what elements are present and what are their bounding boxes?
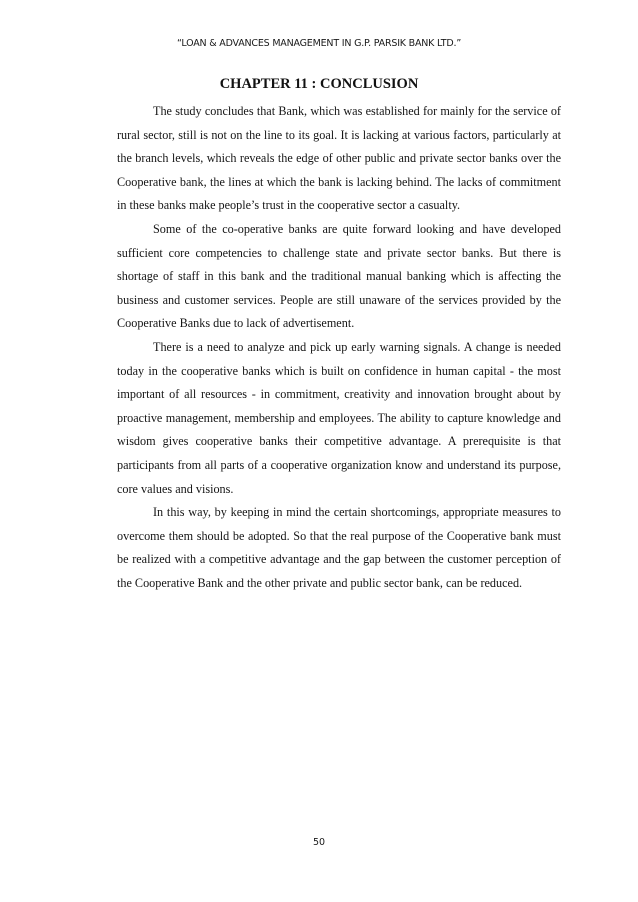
paragraph-4: In this way, by keeping in mind the certain shortcomings, appropriate measures to overcome them should be adopted. So that the real purpose of the Cooperative bank must be realized with a competitive advantage and the gap between the customer perception of the Cooperative Bank and the other private and public sector bank, can be reduced. bbox=[117, 505, 561, 590]
paragraph-3: There is a need to analyze and pick up early warning signals. A change is needed today in the cooperative banks which is built on confidence in human capital - the most important of all resources - in commitment, creativity and innovation brought about by proactive management, membership and employees. The ability to capture knowledge and wisdom gives cooperative banks their competitive advantage. A prerequisite is that participants from all parts of a cooperative organization know and understand its purpose, core values and visions. bbox=[117, 339, 561, 496]
body-text bbox=[117, 100, 561, 595]
chapter-title: CHAPTER 11 : CONCLUSION bbox=[219, 76, 419, 92]
page-number: 50 bbox=[312, 837, 326, 848]
running-header: “LOAN & ADVANCES MANAGEMENT IN G.P. PARSIK BANK LTD.” bbox=[176, 38, 462, 49]
paragraph-2: Some of the co-operative banks are quite forward looking and have developed sufficient core competencies to challenge state and private sector banks. But there is shortage of staff in this bank and the traditional manual banking which is affecting the business and customer services. People are still unaware of the services provided by the Cooperative Banks due to lack of advertisement. bbox=[117, 221, 561, 331]
paragraph-1: The study concludes that Bank, which was established for mainly for the service of rural sector, still is not on the line to its goal. It is lacking at various factors, particularly at the branch levels, which reveals the edge of other public and private sector banks over the Cooperative bank, the lines at which the bank is lacking behind. The lacks of commitment in these banks make people’s trust in the cooperative sector a casualty. bbox=[117, 104, 561, 213]
